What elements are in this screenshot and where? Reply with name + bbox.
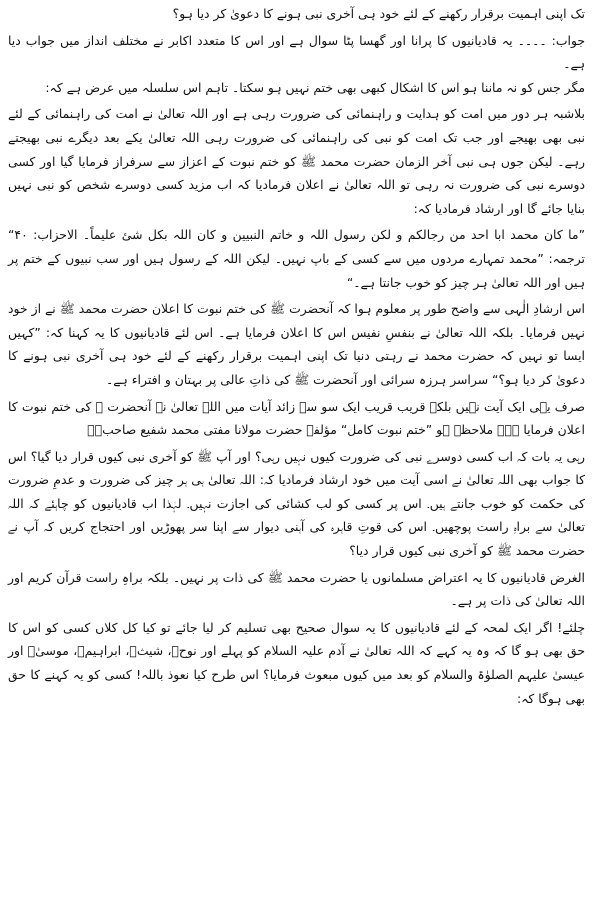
paragraph-guidance: بلاشبہ ہر دور میں امت کو ہدایت و راہنمائی کی ضرورت رہی ہے اور اللہ تعالیٰ نے امت کی راہنمائی کے لئے نبی بھی بھیجے اور جب تک امت کو نبی کی راہنمائی کی ضرورت رہی اللہ تعالیٰ یکے بعد دیگرے نبی بھیجتے رہے۔ لیکن جوں ہی نبی آخر الزمان حضرت محمد ﷺ کو ختم نبوت کے اعزاز سے سرفراز فرمایا گیا اور کسی دوسرے نبی کی ضرورت نہ رہی تو اللہ تعالیٰ نے اعلان فرمادیا کہ اب مزید کسی دوسرے شخص کو نبی نہیں بنایا جائے گا اور ارشاد فرمادیا کہ: bbox=[8, 106, 585, 216]
paragraph-divine-decree: اس ارشادِ الٰہی سے واضح طور پر معلوم ہوا کہ آنحضرت ﷺ کی ختم نبوت کا اعلان حضرت محمد ﷺ نے از خود نہیں فرمایا۔ بلکہ اللہ تعالیٰ نے بنفسِ نفیس اس کا اعلان فرمایا ہے۔ اس لئے قادیانیوں کا یہ کہنا کہ: ”کہیں ایسا تو نہیں کہ حضرت محمد نے رہتی دنیا تک اپنی اہمیت برقرار رکھنے کے لئے خود ہی آخری نبی ہونے کا دعویٰ کر دیا ہو؟“ سراسر ہرزہ سرائی اور آنحضرت ﷺ کی ذاتِ عالی پر بہتان و افتراء ہے۔ bbox=[8, 301, 585, 387]
paragraph-answer: جواب: ۔۔۔۔ یہ قادیانیوں کا پرانا اور گھسا پٹا سوال ہے اور اس کا متعدد اکابر نے مختلف انداز میں جواب دیا ہے۔ bbox=[8, 32, 585, 72]
paragraph-note: مگر جس کو نہ ماننا ہو اس کا اشکال کبھی بھی ختم نہیں ہو سکتا۔ تاہم اس سلسلہ میں عرض ہے کہ: bbox=[45, 79, 585, 95]
paragraph-conclusion: الغرض قادیانیوں کا یہ اعتراض مسلمانوں یا حضرت محمد ﷺ کی ذات پر نہیں۔ بلکہ براہِ راست قرآن کریم اور اللہ تعالیٰ کی ذات پر ہے۔ bbox=[8, 569, 585, 609]
paragraph-more-verses: صرف یہی ایک آیت نہیں بلکہ قریب قریب ایک سو سے زائد آیات میں اللہ تعالیٰ نے آنحضرت ﷺ کی ختم نبوت کا اعلان فرمایا ہے۔ ملاحظہ ہو ”ختم نبوت کامل“ مؤلفہ حضرت مولانا مفتی محمد شفیع صاحبؒ۔ bbox=[8, 398, 585, 438]
paragraph-hypothetical: چلئے! اگر ایک لمحہ کے لئے قادیانیوں کا یہ سوال صحیح بھی تسلیم کر لیا جائے تو کیا کل کلاں کسی کو اس کا حق بھی ہو گا کہ وہ یہ کہے کہ اللہ تعالیٰ نے آدم علیہ السلام کو پہلے اور نوحؑ، شیثؑ، ابراہیمؑ، موسیٰؑ اور عیسیٰ علیہم الصلوٰۃ والسلام کو بعد میں کیوں مبعوث فرمایا؟ اس طرح کیا نعوذ باللہ! کسی کو یہ کہنے کا حق بھی ہوگا کہ: bbox=[8, 619, 585, 706]
paragraph-continuation: تک اپنی اہمیت برقرار رکھنے کے لئے خود ہی آخری نبی ہونے کا دعویٰ کر دیا ہو؟ bbox=[172, 6, 585, 21]
paragraph-why-last-prophet: رہی یہ بات کہ اب کسی دوسرے نبی کی ضرورت کیوں نہیں رہی؟ اور آپ ﷺ کو آخری نبی کیوں قرار دیا گیا؟ اس کا جواب بھی اللہ تعالیٰ نے اسی آیت میں خود ارشاد فرمادیا کہ: اللہ تعالیٰ ہی ہر چیز کی ضرورت و عدمِ ضرورت کی حکمت کو خوب جانتے ہیں۔ اس پر کسی کو لب کشائی کی اجازت نہیں۔ لہٰذا اب قادیانیوں کو چاہئے کہ اللہ تعالیٰ سے براہِ راست پوچھیں۔ اس کی قوتِ قاہرہ کی آہنی دیوار سے اپنا سر پھوڑیں اور احتجاج کریں کہ آپ نے حضرت محمد ﷺ کو آخری نبی کیوں قرار دیا؟ bbox=[8, 448, 585, 559]
paragraph-verse: ”ما کان محمد ابا احد من رجالکم و لکن رسول اللہ و خاتم النبیین و کان اللہ بکل شئ علیماً۔ الاحزاب: ۴۰“ ترجمہ: ”محمد تمہارے مردوں میں سے کسی کے باپ نہیں۔ لیکن اللہ کے رسول ہیں اور سب نبیوں کے ختم پر ہیں اور اللہ تعالیٰ ہر چیز کو خوب جانتا ہے۔“ bbox=[8, 227, 585, 290]
